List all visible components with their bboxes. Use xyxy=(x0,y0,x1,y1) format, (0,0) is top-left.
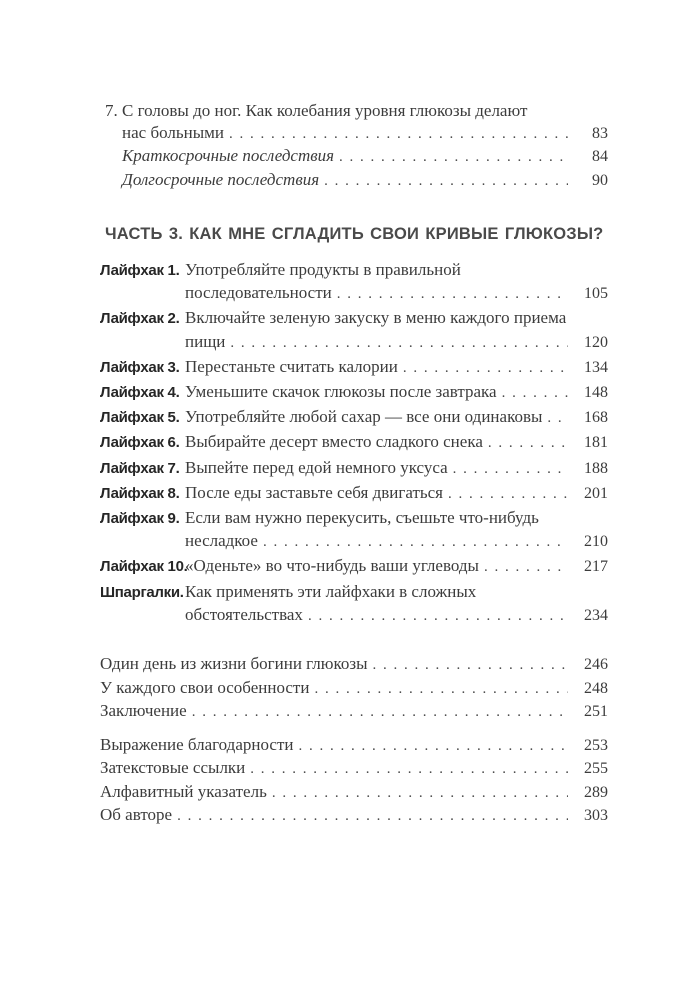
toc-entry-body xyxy=(185,430,608,455)
toc-entry-text: Как применять эти лайфхаки в сложных xyxy=(185,581,477,601)
toc-subentry xyxy=(100,145,608,169)
toc-page-number: 181 xyxy=(584,434,608,452)
toc-subentry xyxy=(100,169,608,193)
toc-entry-line xyxy=(122,145,608,169)
toc-page-number: 84 xyxy=(592,148,608,165)
toc-entry-body xyxy=(185,580,608,628)
toc-entry-body xyxy=(122,100,608,145)
toc-page-number: 188 xyxy=(584,459,608,477)
toc-entry-line xyxy=(122,122,608,146)
toc-entry-line xyxy=(100,653,608,677)
dot-leader xyxy=(314,679,568,701)
toc-entry-body xyxy=(100,677,608,701)
toc-entry-label: Лайфхак 2. xyxy=(100,310,180,328)
toc-entry-text: Выражение благодарности xyxy=(100,734,294,754)
part-3-heading: ЧАСТЬ 3. КАК МНЕ СГЛАДИТЬ СВОИ КРИВЫЕ ГЛЮКОЗЫ? xyxy=(105,225,604,243)
toc-entry-body xyxy=(185,306,608,354)
toc-entry xyxy=(100,677,608,701)
toc-entry-text: Если вам нужно перекусить, съешьте что-нибудь xyxy=(185,508,539,528)
toc-entry-line xyxy=(185,529,608,554)
toc-entry-text: Включайте зеленую закуску в меню каждого приема xyxy=(185,308,567,328)
toc-entry-text: Употребляйте любой сахар — все они одинаковы xyxy=(185,407,543,427)
toc-entry-body xyxy=(185,456,608,481)
toc-entry xyxy=(100,734,608,758)
toc-entry-line xyxy=(185,405,608,430)
toc-entry-body xyxy=(100,804,608,828)
toc-entry-label: Лайфхак 6. xyxy=(100,434,180,452)
toc-entry-text: У каждого свои особенности xyxy=(100,677,310,697)
toc-entry xyxy=(100,700,608,724)
toc-entry-hack-5 xyxy=(100,405,608,430)
toc-page-number: 90 xyxy=(592,171,608,189)
dot-leader xyxy=(229,124,568,146)
toc-entry-body xyxy=(100,757,608,781)
toc-entry-body xyxy=(100,734,608,758)
toc-entry-body xyxy=(185,405,608,430)
toc-page-number: 210 xyxy=(584,533,608,551)
toc-entry-line xyxy=(100,804,608,828)
toc-entry-line xyxy=(100,734,608,758)
dot-leader xyxy=(339,147,568,169)
toc-entry-line xyxy=(185,481,608,506)
toc-entry-hack-7 xyxy=(100,456,608,481)
dot-leader xyxy=(488,432,568,455)
dot-leader xyxy=(484,556,568,579)
dot-leader xyxy=(298,736,568,758)
toc-entry-text: обстоятельствах xyxy=(185,604,303,624)
toc-page-number: 303 xyxy=(584,807,608,825)
toc-page-number: 234 xyxy=(584,606,608,624)
toc-entry-line xyxy=(185,456,608,481)
dot-leader xyxy=(373,655,568,677)
toc-entry xyxy=(100,804,608,828)
toc-entry-label: Лайфхак 10. xyxy=(100,558,188,576)
toc-entry-body xyxy=(100,781,608,805)
toc-entry-text: Долгосрочные последствия xyxy=(122,169,320,189)
toc-entry-text: Выбирайте десерт вместо сладкого снека xyxy=(185,432,483,452)
toc-entry-hack-6 xyxy=(100,430,608,455)
toc-entry-line xyxy=(185,603,608,628)
toc-entry-text: несладкое xyxy=(185,531,258,551)
toc-entry xyxy=(100,781,608,805)
toc-entry-line xyxy=(185,554,608,579)
toc-entry-text: После еды заставьте себя двигаться xyxy=(185,482,444,502)
toc-entry-line xyxy=(100,677,608,701)
toc-entry-body xyxy=(185,481,608,506)
dot-leader xyxy=(230,332,568,355)
toc-page-number: 251 xyxy=(584,703,608,721)
toc-entry-body xyxy=(122,169,608,193)
toc-entry-text: Уменьшите скачок глюкозы после завтрака xyxy=(185,382,497,402)
toc-entry-label: 7. xyxy=(105,101,118,120)
toc-page-number: 201 xyxy=(584,484,608,502)
toc-entry-line xyxy=(100,781,608,805)
toc-entry-line xyxy=(185,430,608,455)
toc-entry-label: Лайфхак 9. xyxy=(100,510,180,528)
table-of-contents xyxy=(100,100,608,828)
dot-leader xyxy=(403,357,568,380)
toc-entry-body xyxy=(185,355,608,380)
toc-entry-label: Лайфхак 1. xyxy=(100,262,180,279)
dot-leader xyxy=(547,407,568,430)
toc-entry-body xyxy=(100,653,608,677)
toc-page-number: 105 xyxy=(584,285,608,303)
toc-entry-line xyxy=(185,380,608,405)
toc-entry-line xyxy=(122,100,608,122)
toc-page-number: 120 xyxy=(584,333,608,351)
dot-leader xyxy=(337,283,568,306)
toc-entry-text: Заключение xyxy=(100,701,187,721)
toc-entry-text: пищи xyxy=(185,331,226,351)
toc-entry-text: Краткосрочные последствия xyxy=(122,146,335,165)
toc-entry-text: последовательности xyxy=(185,283,332,303)
toc-entry-body xyxy=(185,380,608,405)
toc-entry-body xyxy=(185,258,608,306)
toc-entry-cheatsheets xyxy=(100,580,608,628)
toc-entry-text: Об авторе xyxy=(100,805,173,825)
toc-entry-label: Лайфхак 8. xyxy=(100,484,180,502)
dot-leader xyxy=(263,531,568,554)
toc-entry-label: Лайфхак 4. xyxy=(100,384,180,402)
toc-page-number: 253 xyxy=(584,736,608,754)
toc-entry-line xyxy=(100,757,608,781)
dot-leader xyxy=(192,702,568,724)
toc-entry-text: Выпейте перед едой немного уксуса xyxy=(185,457,448,477)
toc-page-number: 255 xyxy=(584,760,608,778)
toc-entry-hack-8 xyxy=(100,481,608,506)
dot-leader xyxy=(502,382,568,405)
toc-entry-hack-2 xyxy=(100,306,608,354)
toc-entry xyxy=(100,757,608,781)
toc-entry-line xyxy=(185,506,608,529)
toc-entry-text: Один день из жизни богини глюкозы xyxy=(100,654,368,674)
toc-entry xyxy=(100,653,608,677)
dot-leader xyxy=(250,759,568,781)
toc-entry-line xyxy=(185,306,608,329)
toc-entry-text: Перестаньте считать калории xyxy=(185,356,398,376)
toc-entry-text: Алфавитный указатель xyxy=(100,781,267,801)
toc-entry-body xyxy=(185,554,608,579)
toc-page-number: 168 xyxy=(584,409,608,427)
dot-leader xyxy=(448,483,568,506)
toc-entry-text: «Оденьте» во что-нибудь ваши углеводы xyxy=(185,556,479,576)
toc-page-number: 217 xyxy=(584,558,608,576)
toc-entry-line xyxy=(100,700,608,724)
toc-entry-text: Употребляйте продукты в правильной xyxy=(185,260,461,279)
toc-entry-text: нас больными xyxy=(122,122,224,142)
toc-entry-label: Лайфхак 7. xyxy=(100,459,180,477)
toc-entry-hack-1 xyxy=(100,258,608,306)
toc-entry-chapter-7 xyxy=(100,100,608,145)
toc-entry-line xyxy=(122,169,608,193)
toc-entry-hack-3 xyxy=(100,355,608,380)
toc-page-number: 246 xyxy=(584,656,608,674)
toc-page-number: 83 xyxy=(592,124,608,142)
dot-leader xyxy=(453,458,568,481)
dot-leader xyxy=(177,806,568,828)
toc-entry-body xyxy=(100,700,608,724)
toc-entry-line xyxy=(185,355,608,380)
toc-entry-hack-9 xyxy=(100,506,608,554)
toc-entry-text: Затекстовые ссылки xyxy=(100,758,246,778)
toc-entry-line xyxy=(185,330,608,355)
toc-entry-body xyxy=(185,506,608,554)
dot-leader xyxy=(272,783,568,805)
toc-page-number: 289 xyxy=(584,783,608,801)
toc-page-number: 148 xyxy=(584,384,608,402)
toc-page-number: 248 xyxy=(584,679,608,697)
toc-entry-hack-10 xyxy=(100,554,608,579)
toc-entry-label: Лайфхак 5. xyxy=(100,409,180,427)
dot-leader xyxy=(308,605,568,628)
toc-entry-label: Шпаргалки. xyxy=(100,583,184,601)
dot-leader xyxy=(324,171,568,193)
toc-entry-line xyxy=(185,281,608,306)
toc-entry-line xyxy=(185,580,608,603)
toc-page-number: 134 xyxy=(584,358,608,376)
toc-entry-text: С головы до ног. Как колебания уровня глюкозы делают xyxy=(122,101,528,120)
toc-entry-label: Лайфхак 3. xyxy=(100,358,180,376)
toc-entry-hack-4 xyxy=(100,380,608,405)
toc-entry-line xyxy=(185,258,608,281)
toc-entry-body xyxy=(122,145,608,169)
